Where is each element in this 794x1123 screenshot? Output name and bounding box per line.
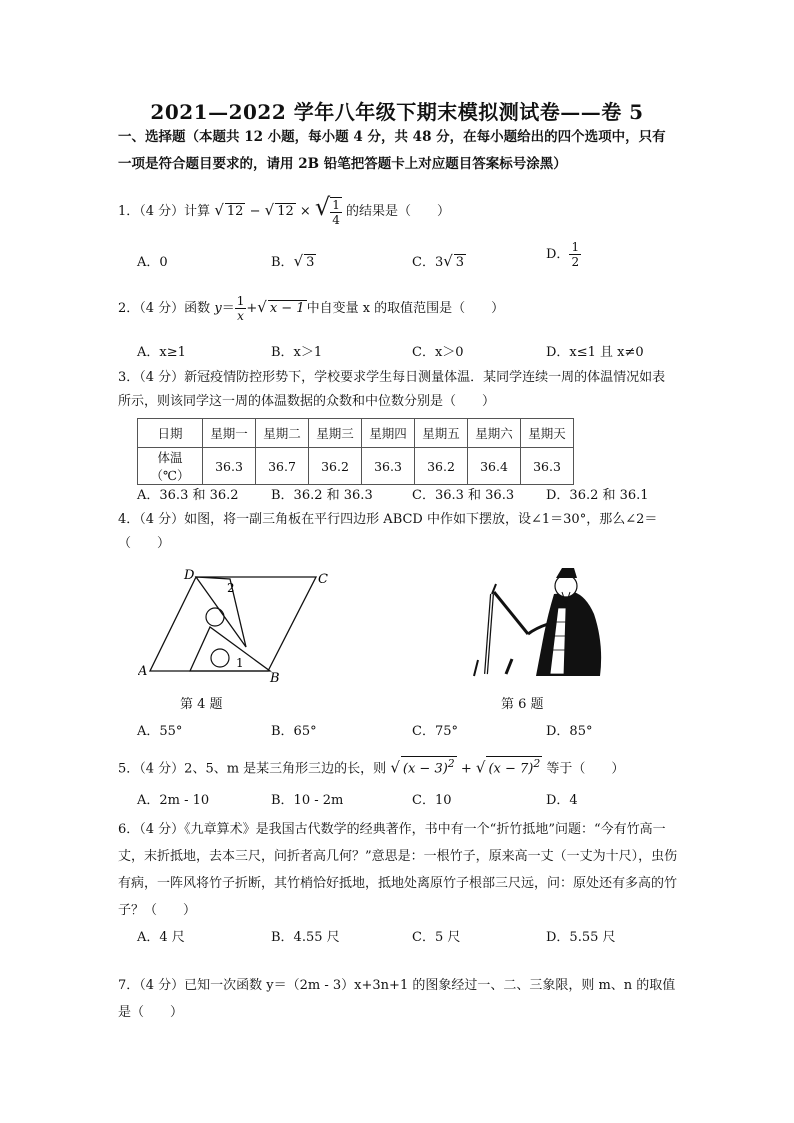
q2-option-d[interactable]: D．x≤1 且 x≠0: [546, 345, 644, 360]
table-cell: 星期三: [309, 419, 362, 448]
q1-option-c[interactable]: C．3√ 3: [412, 252, 465, 270]
question-4: 4．（4 分）如图，将一副三角板在平行四边形 ABCD 中作如下摆放，设∠1＝30°，那么∠2＝（ ）: [118, 512, 658, 551]
question-2: 2．（4 分）函数 y＝ $\frac{1}{x}$ +√ x − 1 中自变量 x 的取值范围是（ ）: [118, 294, 505, 323]
q4-option-b[interactable]: B．65°: [271, 724, 317, 739]
table-row: [138, 448, 574, 485]
table-row: [138, 419, 574, 448]
table-cell: 星期四: [362, 419, 415, 448]
table-cell: 星期天: [521, 419, 574, 448]
q6-option-a[interactable]: A．4 尺: [137, 930, 185, 945]
ruler-hole-lower: [211, 649, 229, 667]
table-cell: 36.2: [415, 448, 468, 485]
parallelogram-figure: [138, 565, 338, 685]
figure-6-caption: 第 6 题: [501, 697, 544, 712]
q2-option-a[interactable]: A．x≥1: [137, 345, 186, 360]
table-cell: 星期二: [256, 419, 309, 448]
table-cell: 36.3: [362, 448, 415, 485]
q5-option-a[interactable]: A．2m - 10: [137, 793, 210, 808]
q1-times: ×: [299, 204, 311, 219]
q5-option-d[interactable]: D．4: [546, 793, 578, 808]
table-cell: 36.2: [309, 448, 362, 485]
table-cell: 36.4: [468, 448, 521, 485]
triangle-ruler-upper: [196, 577, 246, 647]
q4-option-d[interactable]: D．85°: [546, 724, 593, 739]
table-cell: 36.3: [521, 448, 574, 485]
triangle-ruler-lower: [190, 627, 270, 671]
q2-option-c[interactable]: C．x＞0: [412, 345, 464, 360]
table-cell: 星期五: [415, 419, 468, 448]
label-c: C: [318, 572, 328, 587]
table-cell: 日期: [138, 419, 203, 448]
q1-term2: 12: [277, 204, 294, 219]
question-3: 3．（4 分）新冠疫情防控形势下，学校要求学生每日测量体温．某同学连续一周的体温情况如表所示，则该同学这一周的体温数据的众数和中位数分别是（ ）: [118, 370, 666, 409]
q1-fraction: $\frac{1}{4}$: [332, 197, 340, 227]
bamboo-scholar-illustration: [466, 564, 608, 684]
table-cell: 36.7: [256, 448, 309, 485]
q3-option-d[interactable]: D．36.2 和 36.1: [546, 488, 649, 503]
q6-option-d[interactable]: D．5.55 尺: [546, 930, 616, 945]
q5-option-b[interactable]: B．10 - 2m: [271, 793, 344, 808]
q1-prefix: 1．（4 分）计算: [118, 204, 211, 219]
q2-fraction: $\frac{1}{x}$: [236, 294, 245, 323]
table-cell: 36.3: [203, 448, 256, 485]
exam-title: 2021—2022 学年八年级下期末模拟测试卷——卷 5: [150, 100, 644, 124]
q3-option-a[interactable]: A．36.3 和 36.2: [137, 488, 239, 503]
label-d: D: [184, 568, 195, 583]
q4-option-c[interactable]: C．75°: [412, 724, 458, 739]
q3-option-c[interactable]: C．36.3 和 36.3: [412, 488, 515, 503]
table-cell: 体温（℃）: [138, 448, 203, 485]
table-cell: 星期一: [203, 419, 256, 448]
section-heading: 一、选择题（本题共 12 小题，每小题 4 分，共 48 分，在每小题给出的四个选项中，只有一项是符合题目要求的，请用 2B 铅笔把答题卡上对应题目答案标号涂黑）: [118, 129, 666, 172]
question-7: 7．（4 分）已知一次函数 y＝（2m - 3）x+3n+1 的图象经过一、二、三象限，则 m、n 的取值是（ ）: [118, 978, 676, 1020]
temperature-table: [137, 418, 574, 485]
table-cell: 星期六: [468, 419, 521, 448]
q2-option-b[interactable]: B．x＞1: [271, 345, 323, 360]
figure-4-caption: 第 4 题: [180, 697, 223, 712]
q1-suffix: 的结果是（ ）: [346, 204, 451, 219]
q1-term1: 12: [226, 204, 244, 219]
question-6: 6．（4 分）《九章算术》是我国古代数学的经典著作，书中有一个“折竹抵地”问题：“今有竹高一丈，末折抵地，去本三尺，问折者高几何？”意思是：一根竹子，原来高一丈（一丈为十尺），虫伤有病，一阵风将竹子折断，其竹梢恰好抵地，抵地处离原竹子根部三尺远，问：原处还有多高的竹子？（ ）: [118, 822, 678, 918]
q6-option-b[interactable]: B．4.55 尺: [271, 930, 340, 945]
q1-minus: −: [249, 204, 261, 219]
q1-option-a[interactable]: A．0: [137, 255, 168, 270]
question-5: 5．（4 分）2、5、m 是某三角形三边的长，则 √ $(x - 3)^2$ + √ $(x - 7)^2$ 等于（ ）: [118, 757, 625, 777]
label-b: B: [270, 671, 280, 685]
q1-option-d[interactable]: D． $\frac{1}{2}$: [546, 240, 580, 269]
q1-option-b[interactable]: B．√ 3: [271, 252, 315, 270]
label-a: A: [138, 664, 148, 679]
q5-option-c[interactable]: C．10: [412, 793, 452, 808]
q4-option-a[interactable]: A．55°: [137, 724, 183, 739]
angle-1-label: 1: [236, 656, 244, 670]
q6-option-c[interactable]: C．5 尺: [412, 930, 461, 945]
question-1: 1．（4 分）计算 √ 12 − √ 12 × √ $\frac{1}{4}$ 的结果是（ ）: [118, 193, 451, 227]
q3-option-b[interactable]: B．36.2 和 36.3: [271, 488, 373, 503]
angle-2-label: 2: [227, 581, 235, 595]
ruler-hole-upper: [206, 608, 224, 626]
